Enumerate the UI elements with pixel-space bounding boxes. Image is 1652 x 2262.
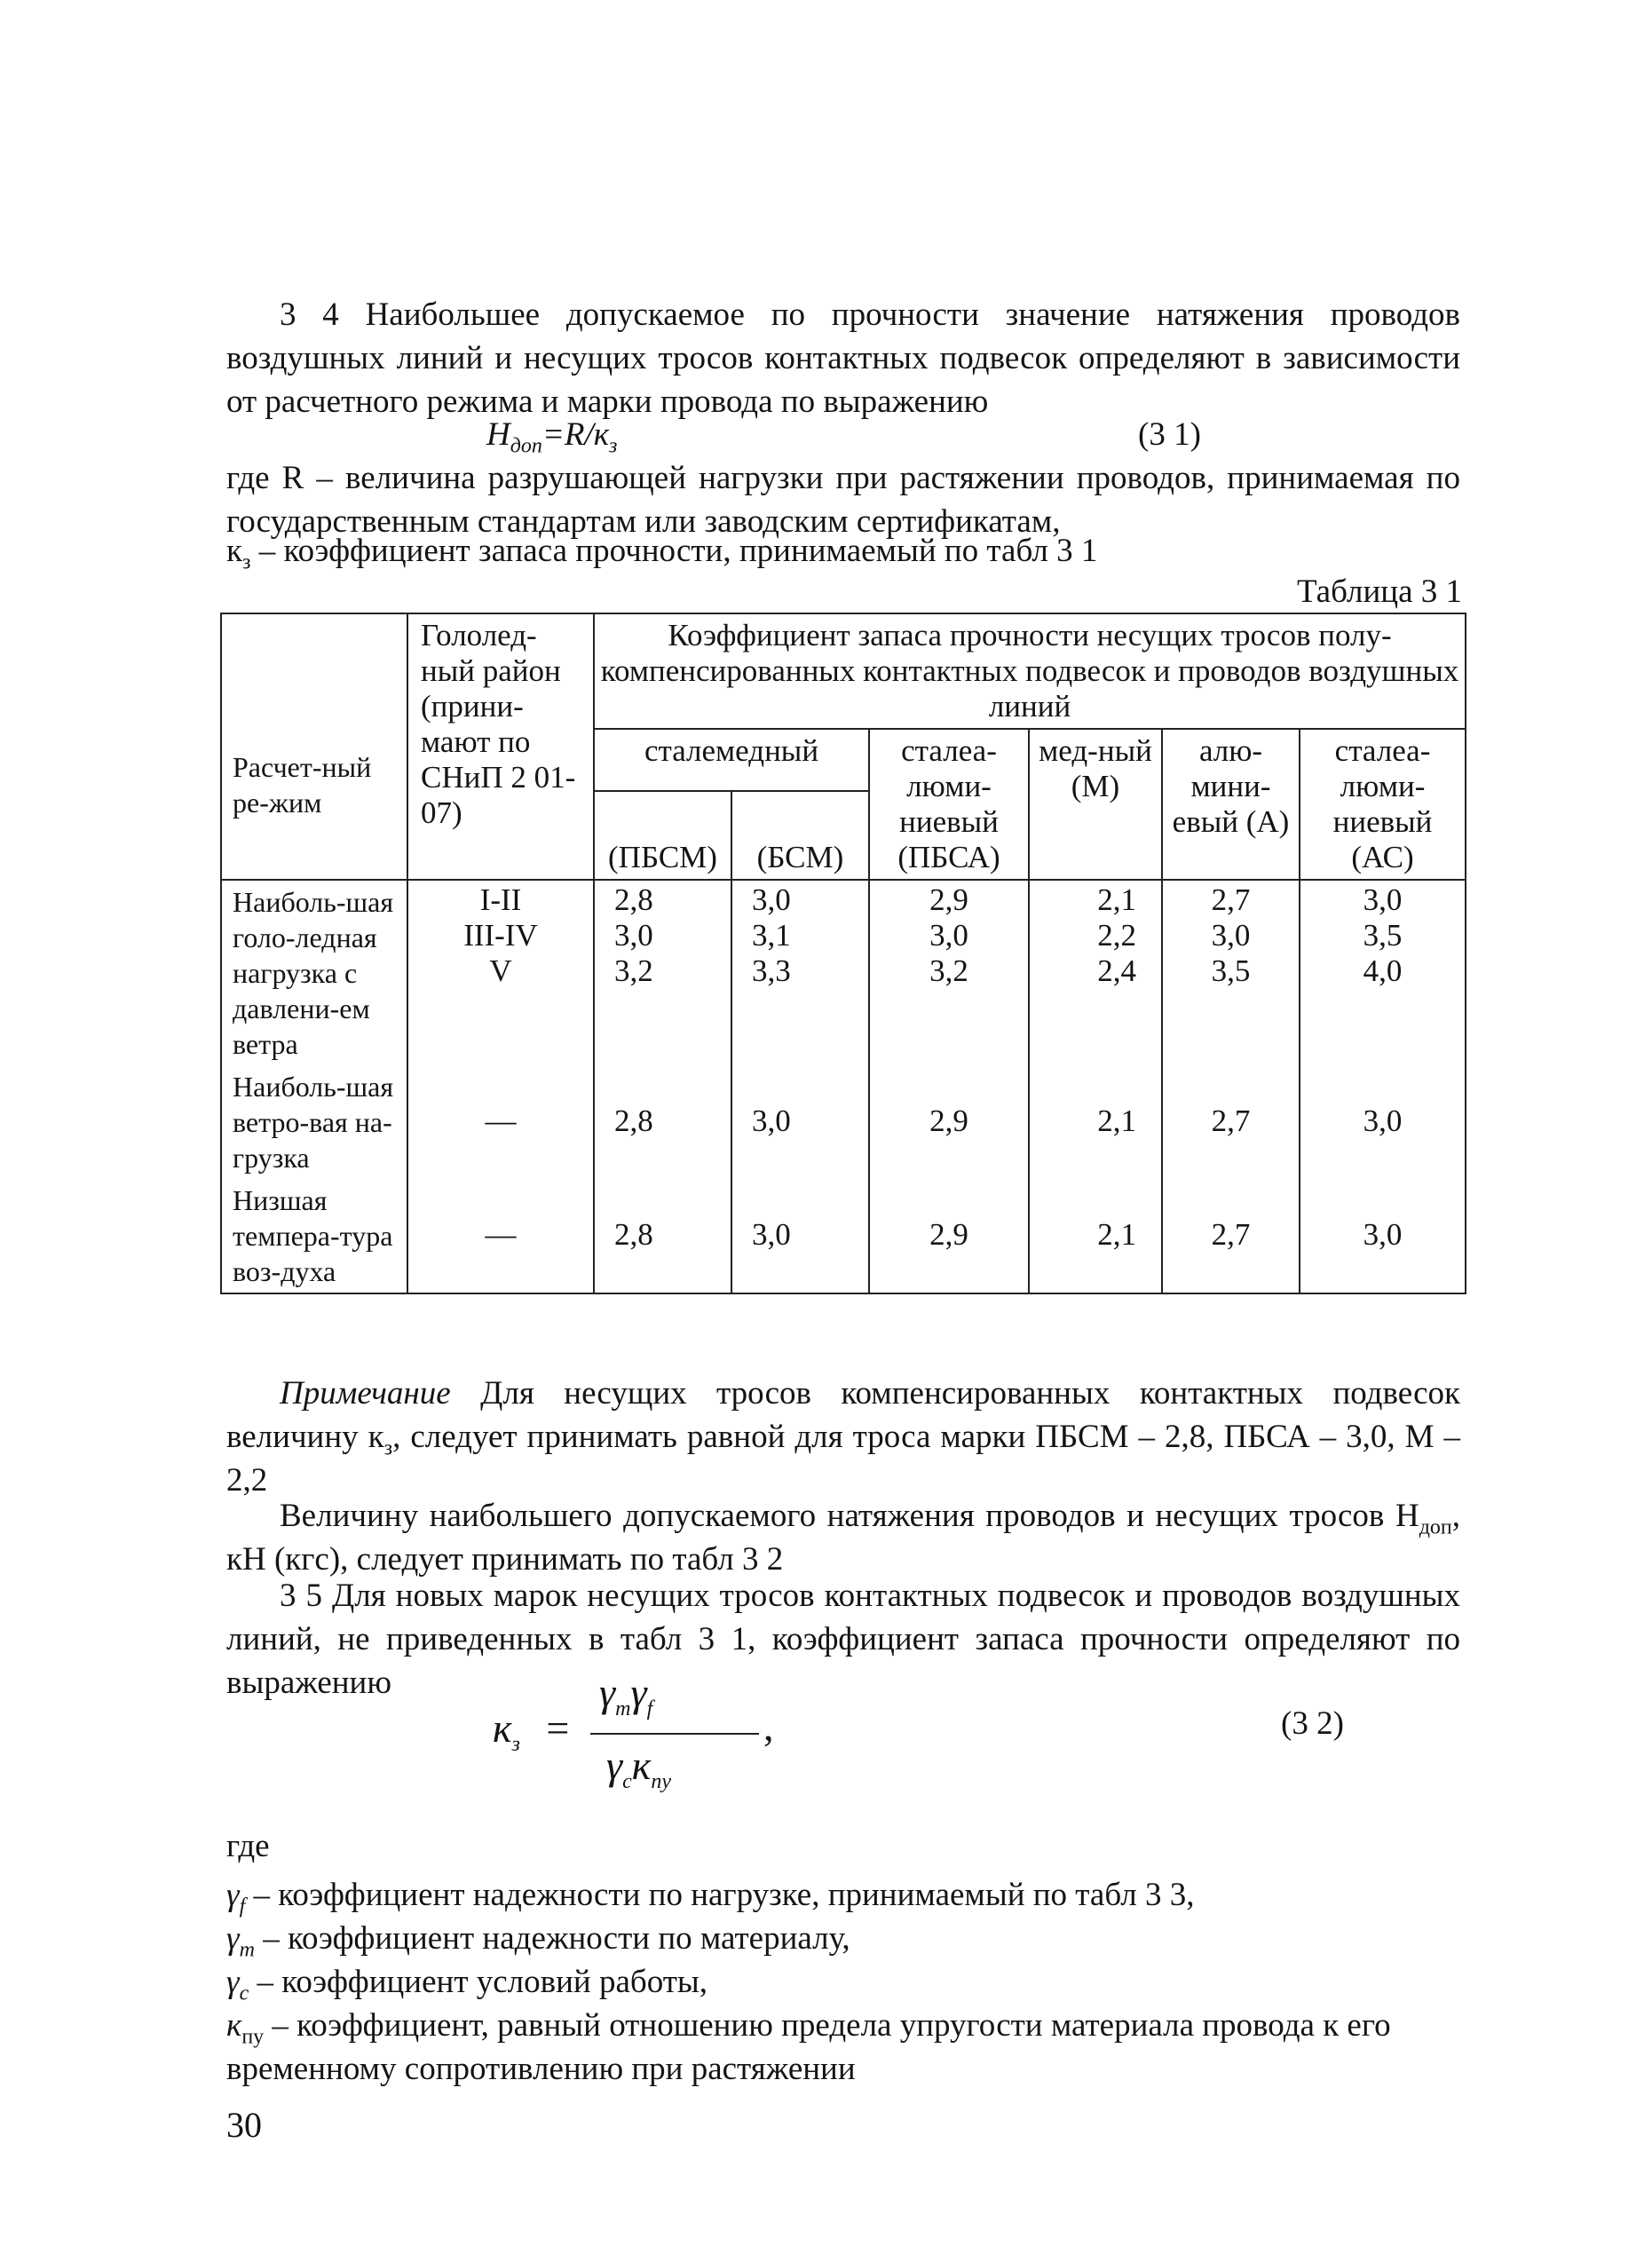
formula-3-2-denominator: $\gamma_cк_{пу}$	[606, 1743, 671, 1794]
cell-wind-pbsm: 2,8	[594, 1065, 731, 1179]
header-mode: Расчет-ный ре-жим	[221, 613, 407, 880]
header-a: алю-мини-евый (А)	[1162, 729, 1300, 880]
cell-wind-a: 2,7	[1162, 1065, 1300, 1179]
header-bsm: (БСМ)	[731, 791, 869, 880]
where-word: где	[226, 1828, 270, 1864]
table-caption: Таблица 3 1	[1297, 573, 1462, 610]
header-pbsa: сталеа-люми-ниевый (ПБСА)	[869, 729, 1029, 880]
cell-bsm-ice: 3,0 3,1 3,3	[731, 880, 869, 1065]
safety-factor-table	[220, 613, 1466, 1294]
formula-3-1-number: (3 1)	[1138, 416, 1201, 453]
cell-mode-ice-load: Наиболь-шая голо-ледная нагрузка с давлени-ем ветра	[221, 880, 407, 1065]
cell-temp-a: 2,7	[1162, 1179, 1300, 1293]
table-row-wind-load	[221, 1065, 1466, 1179]
cell-temp-ice: —	[407, 1179, 594, 1293]
cell-temp-pbsa: 2,9	[869, 1179, 1029, 1293]
cell-as-ice: 3,0 3,5 4,0	[1300, 880, 1466, 1065]
cell-a-ice: 2,7 3,0 3,5	[1162, 880, 1300, 1065]
formula-3-1: $H_{доп}=R/к_з$	[486, 416, 618, 458]
document-page: 3 4 Наибольшее допускаемое по прочности значение натяжения проводов воздушных линий и несущих тросов контактных подвесок определяют в зависимости от расчетного режима и марки провода по выражению $H_{доп}=R/к_з$ (3 1) где R – величина разрушающей нагрузки при растяжении проводов, принимаемая по государственным стандартам или заводским сертификатам, $к_з$ – коэффициент запаса прочности, принимаемый по табл 3 1 Таблица 3 1 Расчет-ный ре-жим Гололед-ный район (прини-мают по СНиП 2 01-07) Коэффициент запаса прочности несущих тросов полу-компенсированных контактных подвесок и проводов воздушных линий сталемедный сталеа-люми-ниевый (ПБСА) мед-ный (М) алю-мини-евый (А) сталеа-люми-ниевый (АС) (ПБСМ) (БСМ) Наиболь-шая голо-ледная нагрузка с давлени-ем ветра I-II III-IV V 2,8 3,0 3,2 3,0 3,1 3,3 2,9 3,0 3,2 2,1 2,2 2,4 2,7 3,0 3,5 3,0 3,5 4,0 Наиболь-шая ветро-вая на-грузка — 2,8 3,0 2,9 2,1 2,7 3,0 Низшая темпера-тура воз-духа — 2,8 3,0 2,9 2,1 2,7 3,0 Примечание Для несущих тросов компенсированных контактных подвесок величину $к_з$, следует принимать равной для троса марки ПБСМ – 2,8, ПБСА – 3,0, М – 2,2 Величину наибольшего допускаемого натяжения проводов и несущих тросов $Н_{доп}$, кН (кгс), следует принимать по табл 3 2 3 5 Для новых марок несущих тросов контактных подвесок и проводов воздушных линий, не приведенных в табл 3 1, коэффициент запаса прочности определяют по выражению $к_з$ = $\gamma_m\gamma_f$ $\gamma_cк_{пу}$ , (3 2) где $\gamma_f$ – коэффициент надежности по нагрузке, принимаемый по табл 3 3, $\gamma_m$ – коэффициент надежности по материалу, $\gamma_c$ – коэффициент условий работы, $к_{пу}$ – коэффициент, равный отношению предела упругости материала провода к его временному сопротивлению при растяжении 30	[0, 0, 1652, 2262]
cell-wind-m: 2,1	[1029, 1065, 1162, 1179]
fraction-bar	[590, 1733, 759, 1735]
definition-gamma-c: $\gamma_c$ – коэффициент условий работы,	[226, 1964, 707, 2005]
header-stalemed: сталемедный	[594, 729, 869, 791]
table-note: Примечание Для несущих тросов компенсированных контактных подвесок величину $к_з$, следует принимать равной для троса марки ПБСМ – 2,8, ПБСА – 3,0, М – 2,2	[226, 1375, 1460, 1499]
paragraph-3-4: 3 4 Наибольшее допускаемое по прочности значение натяжения проводов воздушных линий и несущих тросов контактных подвесок определяют в зависимости от расчетного режима и марки провода по выражению	[226, 297, 1460, 420]
cell-temp-bsm: 3,0	[731, 1179, 869, 1293]
header-as: сталеа-люми-ниевый (АС)	[1300, 729, 1466, 880]
cell-pbsa-ice: 2,9 3,0 3,2	[869, 880, 1029, 1065]
formula-3-2-number: (3 2)	[1281, 1705, 1344, 1742]
formula-3-2-lhs: $к_з$ =	[493, 1705, 570, 1757]
paragraph-3-5: 3 5 Для новых марок несущих тросов контактных подвесок и проводов воздушных линий, не приведенных в табл 3 1, коэффициент запаса прочности определяют по выражению	[226, 1578, 1460, 1701]
table-row-ice-load	[221, 880, 1466, 1065]
cell-temp-pbsm: 2,8	[594, 1179, 731, 1293]
where-r-paragraph: где R – величина разрушающей нагрузки при растяжении проводов, принимаемая по государственным стандартам или заводским сертификатам,	[226, 460, 1460, 540]
formula-3-2-numerator: $\gamma_m\gamma_f$	[599, 1670, 653, 1721]
cell-wind-ice: —	[407, 1065, 594, 1179]
definition-gamma-m: $\gamma_m$ – коэффициент надежности по материалу,	[226, 1920, 850, 1962]
cell-temp-as: 3,0	[1300, 1179, 1466, 1293]
definition-k-pu: $к_{пу}$ – коэффициент, равный отношению предела упругости материала провода к его временному сопротивлению при растяжении	[226, 2007, 1391, 2087]
cell-mode-wind-load: Наиболь-шая ветро-вая на-грузка	[221, 1065, 407, 1179]
definition-gamma-f: $\gamma_f$ – коэффициент надежности по нагрузке, принимаемый по табл 3 3,	[226, 1877, 1195, 1918]
cell-wind-as: 3,0	[1300, 1065, 1466, 1179]
header-m: мед-ный (М)	[1029, 729, 1162, 880]
cell-mode-low-temperature: Низшая темпера-тура воз-духа	[221, 1179, 407, 1293]
cell-temp-m: 2,1	[1029, 1179, 1162, 1293]
page-number: 30	[226, 2105, 262, 2145]
cell-wind-pbsa: 2,9	[869, 1065, 1029, 1179]
header-pbsm: (ПБСМ)	[594, 791, 731, 880]
header-safety-coefficient: Коэффициент запаса прочности несущих тросов полу-компенсированных контактных подвесок и проводов воздушных линий	[594, 613, 1466, 729]
paragraph-hdop: Величину наибольшего допускаемого натяжения проводов и несущих тросов $Н_{доп}$, кН (кгс), следует принимать по табл 3 2	[226, 1498, 1460, 1578]
cell-pbsm-ice: 2,8 3,0 3,2	[594, 880, 731, 1065]
header-ice-region: Гололед-ный район (прини-мают по СНиП 2 01-07)	[407, 613, 594, 880]
cell-m-ice: 2,1 2,2 2,4	[1029, 880, 1162, 1065]
cell-wind-bsm: 3,0	[731, 1065, 869, 1179]
where-kz-line: $к_з$ – коэффициент запаса прочности, принимаемый по табл 3 1	[226, 533, 1098, 574]
table-row-low-temperature	[221, 1179, 1466, 1293]
cell-ice-regions: I-II III-IV V	[407, 880, 594, 1065]
table-header-row-1	[221, 613, 1466, 729]
